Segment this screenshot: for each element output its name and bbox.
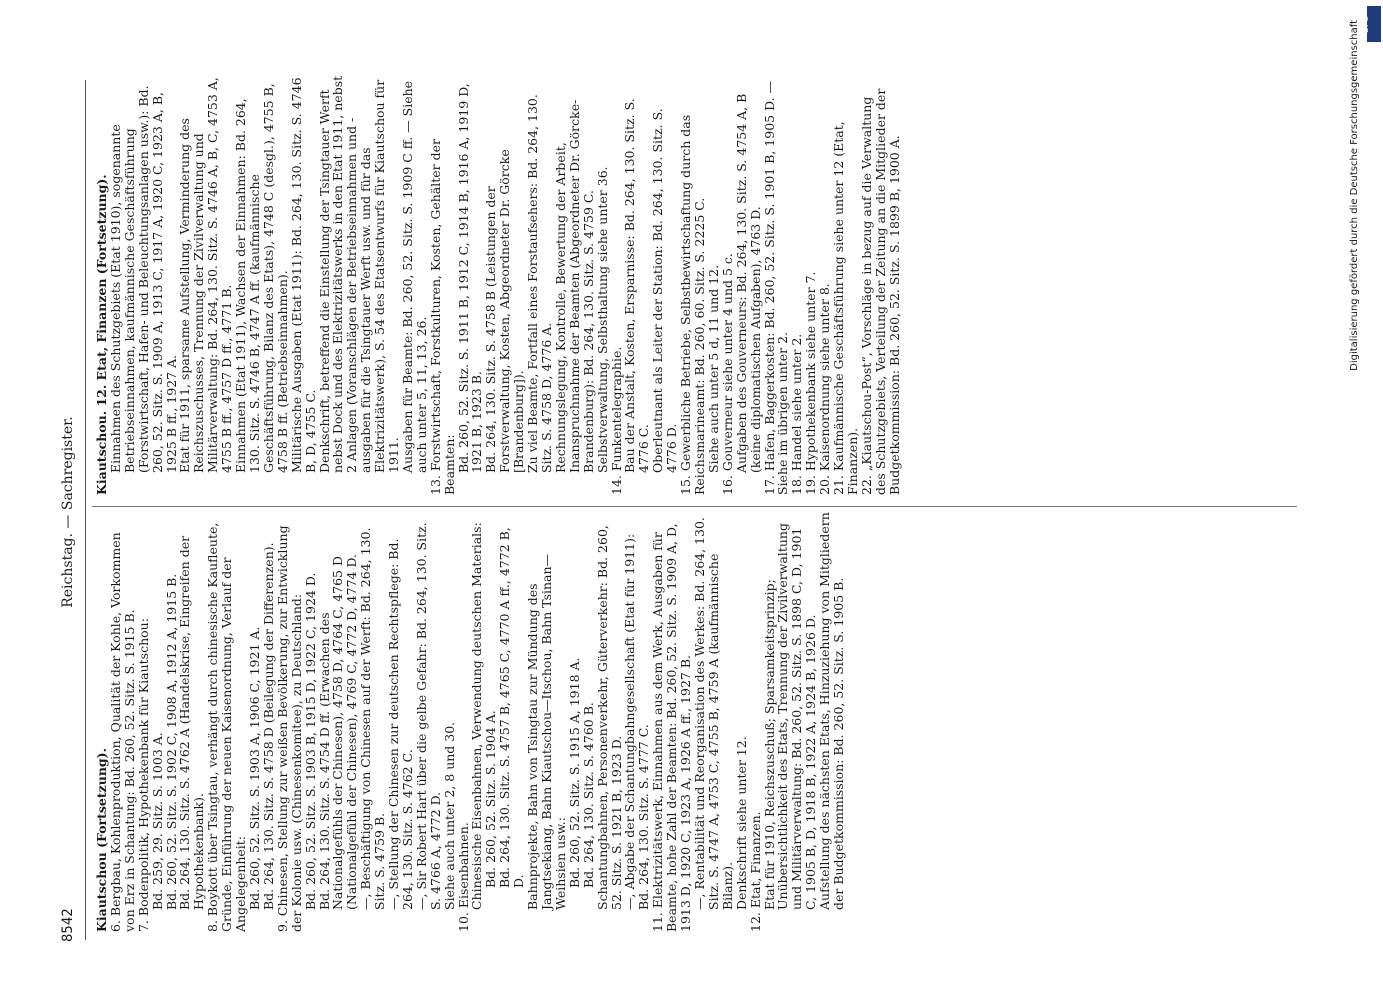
left-line: Chinesische Eisenbahnen, Verwendung deutschen Materials: bbox=[469, 522, 485, 910]
right-line: Bau der Anstalt, Kosten, Ersparnisse: Bd. 264, 130. Sitz. S. 4776 C. bbox=[622, 98, 652, 473]
left-line: 10. Eisenbahnen. bbox=[455, 822, 471, 932]
left-line: 11. Elektrizitätswerk, Einnahmen aus dem Werk, Ausgaben für Beamte, hohe Zahl der Beamten: Bd. 260, 52. Sitz. S. 1909 A, D, 1913 D, 1920 C, 1923 A, 1926 A ff., 1927 B. bbox=[650, 523, 694, 932]
left-line: Bd. 260, 52. Sitz. S. 1902 C, 1908 A, 1912 A, 1915 B. bbox=[163, 573, 179, 910]
left-line: Bd. 260, 52. Sitz. S. 1903 A, 1906 C, 1921 A. bbox=[246, 626, 262, 910]
left-line: Bd. 259, 29. Sitz. S. 1003 A. bbox=[149, 732, 165, 910]
right-line: Rechnungslegung, Kontrolle, Bewertung der Arbeit, Inanspruchnahme der Beamten (Abgeordneter Dr. Görcke-Brandenburg): Bd. 264, 130. Sitz. S. 4759 C. bbox=[552, 99, 596, 473]
right-line: 22. „Kiautschou-Post“, Vorschläge in bezug auf die Verwaltung des Schutzgebiets, Verteilung der Zeitung an die Mitglieder der Budgetkommission: Bd. 260, 52. Sitz. S. 1899 B, 1900 A. bbox=[858, 88, 902, 495]
left-line: —, Abgabe der Schantungbahngesellschaft (Etat für 1911): Bd. 264, 130. Sitz. S. 4777 C. bbox=[622, 533, 652, 910]
left-line: Bd. 264, 130. Sitz. S. 4760 B. bbox=[580, 702, 596, 888]
right-line: Kiautschou. 12. Etat, Finanzen (Fortsetzung). bbox=[94, 174, 109, 495]
left-line: Siehe auch unter 2, 8 und 30. bbox=[441, 721, 457, 910]
left-line: 9. Chinesen, Stellung zur weißen Bevölkerung, zur Entwicklung der Kolonie usw. (Chinesenkomitee), zu Deutschland: bbox=[274, 525, 304, 932]
column-divider bbox=[92, 506, 1297, 507]
right-line: Selbstverwaltung, Selbsthaltung siehe unter 36. bbox=[594, 166, 610, 473]
left-line: Bd. 264, 130. Sitz. S. 4754 D ff. (Erwachen des Nationalgefühls der Chinesen), 4758 D, 4764 C, 4765 D (Nationalgefühl der Chinesen), 4769 C, 4772 D, 4774 D. bbox=[316, 554, 360, 910]
right-line: Bd. 264, 130. Sitz. S. 4758 B (Leistungen der Forstverwaltung, Kosten, Abgeordneter Dr. Görcke [Brandenburg]). bbox=[483, 149, 527, 473]
left-line: —, Rentabilität und Reorganisation des Werkes: Bd. 264, 130. Sitz. S. 4747 A, 4753 C, 4755 B, 4759 A (kaufmännische Bilanz). bbox=[691, 517, 735, 910]
right-line: Militärische Ausgaben (Etat 1911): Bd. 264, 130. Sitz. S. 4746 B, D, 4755 C. bbox=[288, 77, 318, 473]
left-line: Bd. 260, 52. Sitz. S. 1915 A, 1918 A. bbox=[566, 657, 582, 888]
right-line: 15. Gewerbliche Betriebe, Selbstbewirtschaftung durch das Reichsmarineamt: Bd. 260, 60. Sitz. S. 2225 C. bbox=[678, 114, 707, 495]
right-line: 14. Funkentelegraphie. bbox=[608, 346, 624, 495]
right-line: Siehe auch unter 5 d, 11 und 12. bbox=[705, 264, 721, 473]
left-line: Aufstellung des nächsten Etats, Hinzuziehung von Mitgliedern der Budgetkommission: Bd. 260, 52. Sitz. S. 1905 B. bbox=[817, 512, 847, 910]
left-line: Bd. 264, 130. Sitz. S. 4758 D (Beilegung der Differenzen). bbox=[260, 542, 276, 910]
right-line: Ausgaben für Beamte: Bd. 260, 52. Sitz. S. 1909 C ff. — Siehe auch unter 5, 11, 13, 26. bbox=[399, 80, 429, 473]
running-title: Reichstag. — Sachregister. bbox=[60, 416, 76, 608]
digitization-note: Digitalisierung gefördert durch die Deutsche Forschungsgemeinschaft bbox=[1349, 20, 1360, 371]
left-line: 8. Boykott über Tsingtau, verhängt durch chinesische Kaufleute, Gründe, Einführung der neuen Kaisenordnung, Verlauf der Angelegenheit: bbox=[205, 522, 249, 932]
left-line: —, Stellung der Chinesen zur deutschen Rechtspflege: Bd. 264, 130. Sitz. S. 4762 C. bbox=[386, 538, 415, 910]
left-line: —, Beschäftigung von Chinesen auf der Werft: Bd. 264, 130. Sitz. S. 4759 B. bbox=[358, 527, 388, 910]
left-line: Bd. 260, 52. Sitz. S. 1904 A. bbox=[483, 710, 499, 888]
right-line: Zu viel Beamte, Fortfall eines Forstaufsehers: Bd. 264, 130. Sitz. S. 4758 D, 4776 A. bbox=[525, 94, 554, 473]
left-line: 12. Etat, Finanzen. bbox=[747, 811, 763, 932]
left-line: Kiautschou (Fortsetzung). bbox=[94, 748, 109, 932]
right-column bbox=[95, 75, 902, 495]
right-line: Einnahmen (Etat 1911), Wachsen der Einnahmen: Bd. 264, 130. Sitz. S. 4746 B, 4747 A ff. (kaufmännische Geschäftsführung, Bilanz des Etats), 4748 C (desgl.), 4755 B, 4758 B ff. (Betriebseinnahmen). bbox=[233, 83, 290, 473]
right-line: 19. Hypothekenbank siehe unter 7. bbox=[803, 271, 819, 495]
left-line: Bd. 264, 130. Sitz. S. 4762 A (Handelskrise, Eingreifen der Hypothekenbank). bbox=[177, 535, 207, 910]
right-line: 16. Gouverneur siehe unter 4 und 5 c. bbox=[719, 253, 735, 495]
dfg-logo bbox=[1360, 6, 1381, 42]
page-number: 8542 bbox=[60, 908, 76, 942]
header-rule bbox=[85, 80, 86, 940]
right-line: 17. Hafen, Baggerkosten: Bd. 260, 52. Sitz. S. 1901 B, 1905 D. — Siehe im übrigen unter 2. bbox=[761, 80, 791, 495]
left-column bbox=[95, 512, 846, 932]
right-line: 21. Kaufmännische Geschäftsführung siehe unter 12 (Etat, Finanzen). bbox=[831, 121, 860, 495]
left-line: Bd. 264, 130. Sitz. S. 4757 B, 4765 C, 4770 A ff., 4772 B, D. bbox=[497, 527, 527, 888]
page-header bbox=[60, 82, 84, 942]
right-line: Bd. 260, 52. Sitz. S. 1911 B, 1912 C, 1914 B, 1916 A, 1919 D, 1921 B, 1923 B. bbox=[455, 83, 485, 473]
left-line: Denkschrift siehe unter 12. bbox=[733, 736, 749, 910]
left-line: —, Sir Robert Hart über die gelbe Gefahr: Bd. 264, 130. Sitz. S. 4766 A, 4772 D. bbox=[413, 522, 443, 910]
left-line: 6. Bergbau, Kohlenproduktion, Qualität der Kohle, Vorkommen von Erz in Schantung: Bd. 260, 52. Sitz. S. 1915 B. bbox=[107, 532, 137, 932]
right-line: 18. Handel siehe unter 2. bbox=[789, 333, 805, 495]
left-line: Bd. 260, 52. Sitz. S. 1903 B, 1915 D, 1922 C, 1924 D. bbox=[302, 572, 318, 910]
left-line: Etat für 1910, Reichszuschuß; Sparsamkeitsprinzip; Unübersichtlichkeit des Etats, Trennung der Zivilverwaltung und Militärverwaltung: Bd. 260, 52. Sitz. S. 1898 C, D, 1901 C, 1905 B, D, 1918 B, 1922 A, 1924 B, 1926 D. bbox=[761, 523, 819, 910]
dfg-logo-text: DFG bbox=[1360, 16, 1370, 33]
right-line: 20. Kaisenordnung siehe unter 8. bbox=[817, 283, 833, 495]
right-line: Etat für 1911, sparsame Aufstellung, Verminderung des Reichszuschusses, Trennung der Zivilverwaltung und Militärverwaltung: Bd. 264, 130. Sitz. S. 4746 A, B, C, 4753 A, 4755 B ff., 4757 D ff., 4771 B. bbox=[177, 77, 235, 473]
left-line: Schantungbahnen, Personenverkehr, Güterverkehr: Bd. 260, 52. Sitz. S. 1921 B, 1923 D. bbox=[594, 525, 624, 910]
right-line: Einnahmen des Schutzgebiets (Etat 1910), sogenannte Betriebseinnahmen, kaufmännische Geschäftsführung (Forstwirtschaft, Hafen- und Beleuchtungsanlagen usw.): Bd. 260, 52. Sitz. S. 1909 A, 1913 C, 1917 A, 1920 C, 1923 A, B, 1925 B ff., 1927 A. bbox=[107, 85, 179, 473]
right-line: Aufgaben des Gouverneurs: Bd. 264, 130. Sitz. S. 4754 A, B (keine diplomatischen Aufgaben), 4763 D. bbox=[733, 93, 763, 473]
left-line: 7. Bodenpolitik, Hypothekenbank für Kiautschou: bbox=[135, 618, 151, 932]
right-line: Oberleutnant als Leiter der Station: Bd. 264, 130. Sitz. S. 4776 D. bbox=[650, 108, 680, 473]
right-line: Denkschrift, betreffend die Einstellung der Tsingtauer Werft nebst Dock und des Elektrizitätswerks in den Etat 1911, nebst 2 Anlagen (Voranschlägen der Betriebseinnahmen und -ausgaben für die Tsingtauer Werft usw. und für das Elektrizitätswerk), S. 54 des Etatsentwurfs für Kiautschou für 1911. bbox=[316, 75, 402, 473]
right-line: 13. Forstwirtschaft, Forstkulturen, Kosten, Gehälter der Beamten: bbox=[427, 139, 457, 495]
digitization-footer bbox=[1345, 20, 1370, 980]
left-line: Bahnprojekte, Bahn von Tsingtau zur Mündung des Jangtsekiang, Bahn Kiautschou—Itschou, Bahn Tsinan—Weihsien usw.: bbox=[525, 553, 568, 910]
